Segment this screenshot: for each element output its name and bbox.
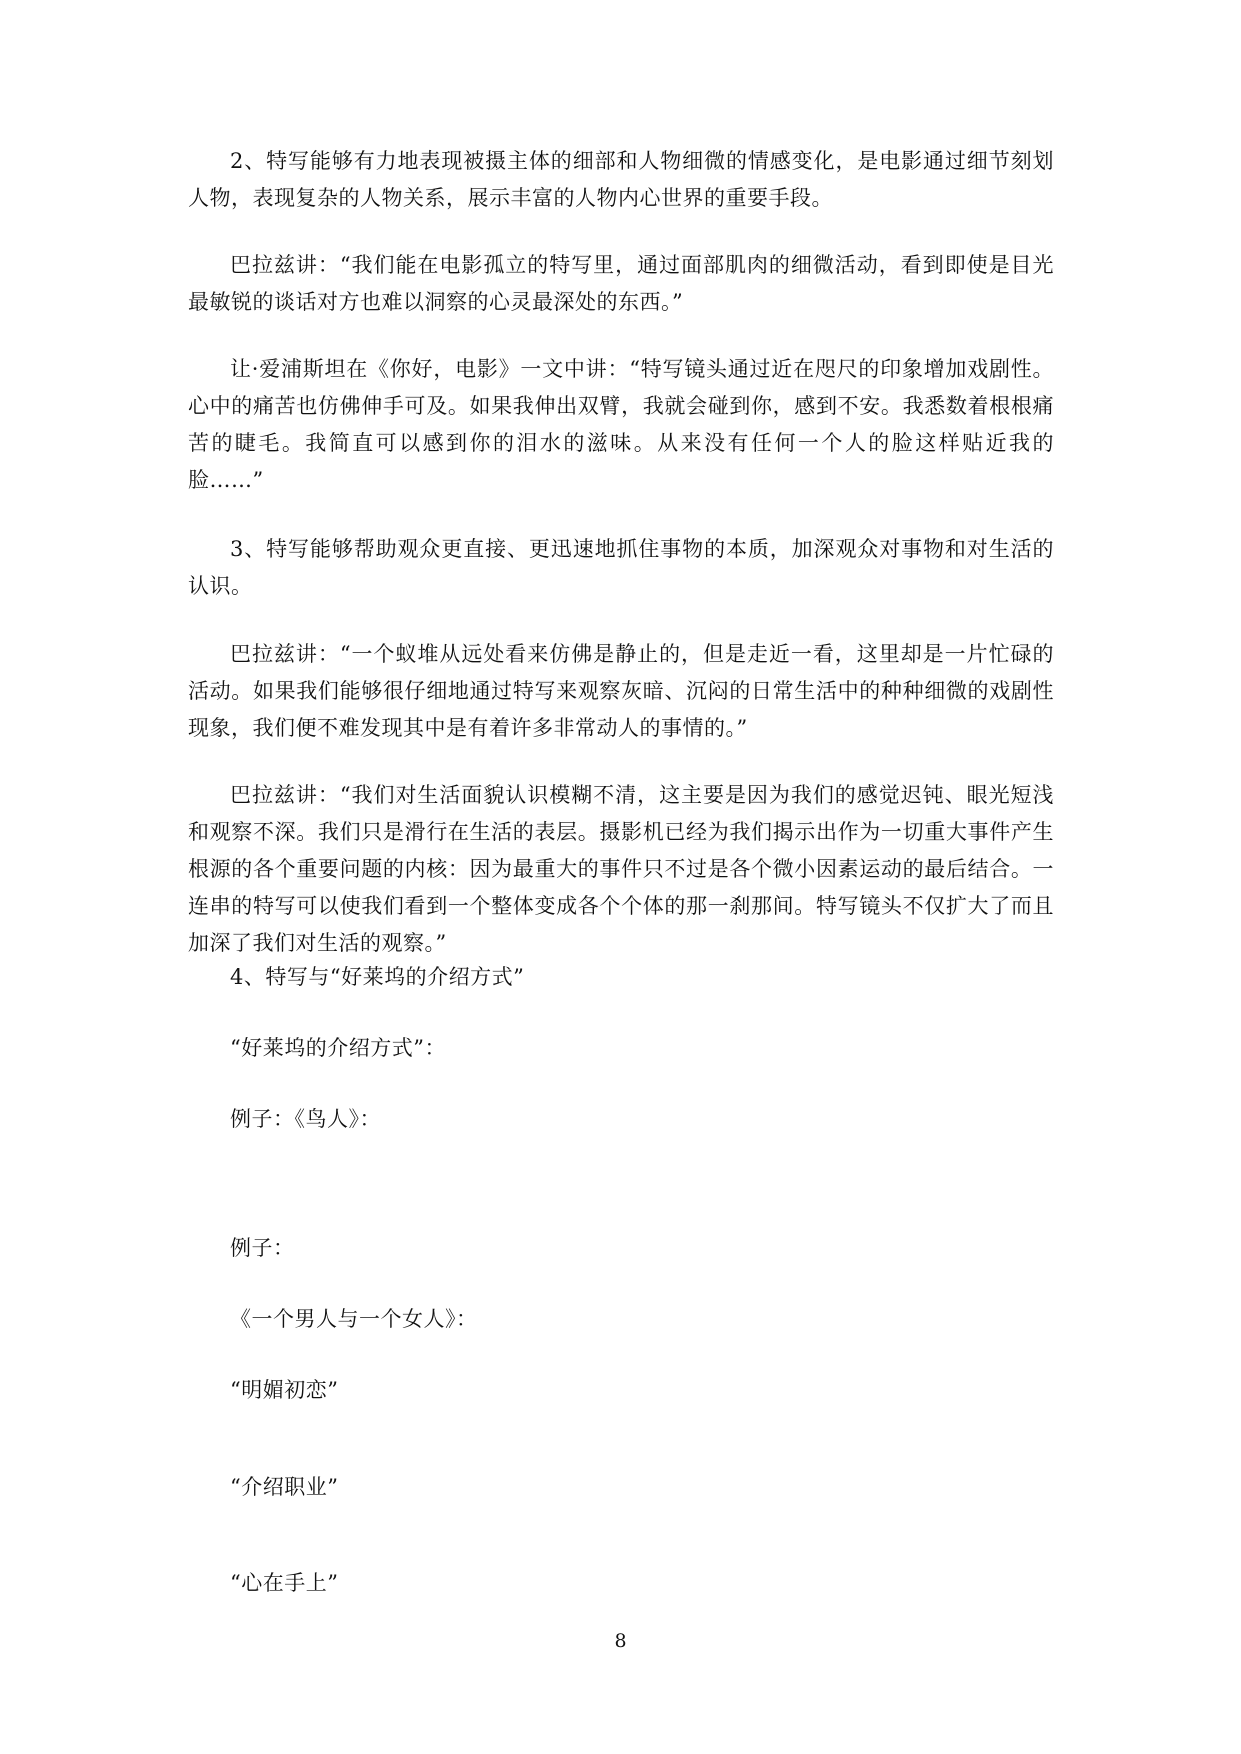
hollywood-intro-label: “好莱坞的介绍方式”： — [230, 1036, 446, 1060]
paragraph-closeup-detail: 2、特写能够有力地表现被摄主体的细部和人物细微的情感变化，是电影通过细节刻划人物，表现复杂的人物关系，展示丰富的人物内心世界的重要手段。 — [188, 149, 1054, 210]
scene-introduce-profession: “介绍职业” — [230, 1475, 339, 1499]
scene-first-love: “明媚初恋” — [230, 1378, 339, 1402]
paragraph-balazs-quote-1: 巴拉兹讲：“我们能在电影孤立的特写里，通过面部肌肉的细微活动，看到即使是目光最敏锐的谈话对方也难以洞察的心灵最深处的东西。” — [188, 253, 1054, 314]
example-birdman-label: 例子：《鸟人》： — [230, 1107, 381, 1131]
page-number: 8 — [614, 1630, 627, 1652]
example-film-title: 《一个男人与一个女人》： — [230, 1307, 478, 1331]
paragraph-epstein-quote: 让·爱浦斯坦在《你好，电影》一文中讲：“特写镜头通过近在咫尺的印象增加戏剧性。心中的痛苦也仿佛伸手可及。如果我伸出双臂，我就会碰到你，感到不安。我悉数着根根痛苦的睫毛。我简直可以感到你的泪水的滋味。从来没有任何一个人的脸这样贴近我的脸……” — [188, 357, 1054, 492]
paragraph-balazs-quote-3: 巴拉兹讲：“我们对生活面貌认识模糊不清，这主要是因为我们的感觉迟钝、眼光短浅和观察不深。我们只是滑行在生活的表层。摄影机已经为我们揭示出作为一切重大事件产生根源的各个重要问题的内核：因为最重大的事件只不过是各个微小因素运动的最后结合。一连串的特写可以使我们看到一个整体变成各个个体的那一刹那间。特写镜头不仅扩大了而且加深了我们对生活的观察。” — [188, 783, 1054, 955]
section-heading-hollywood-intro: 4、特写与“好莱坞的介绍方式” — [230, 965, 525, 989]
scene-heart-in-hand: “心在手上” — [230, 1571, 339, 1595]
paragraph-balazs-quote-2: 巴拉兹讲：“一个蚁堆从远处看来仿佛是静止的，但是走近一看，这里却是一片忙碌的活动。如果我们能够很仔细地通过特写来观察灰暗、沉闷的日常生活中的种种细微的戏剧性现象，我们便不难发现其中是有着许多非常动人的事情的。” — [188, 642, 1054, 740]
example-label: 例子： — [230, 1236, 295, 1260]
paragraph-closeup-essence: 3、特写能够帮助观众更直接、更迅速地抓住事物的本质，加深观众对事物和对生活的认识。 — [188, 537, 1054, 598]
